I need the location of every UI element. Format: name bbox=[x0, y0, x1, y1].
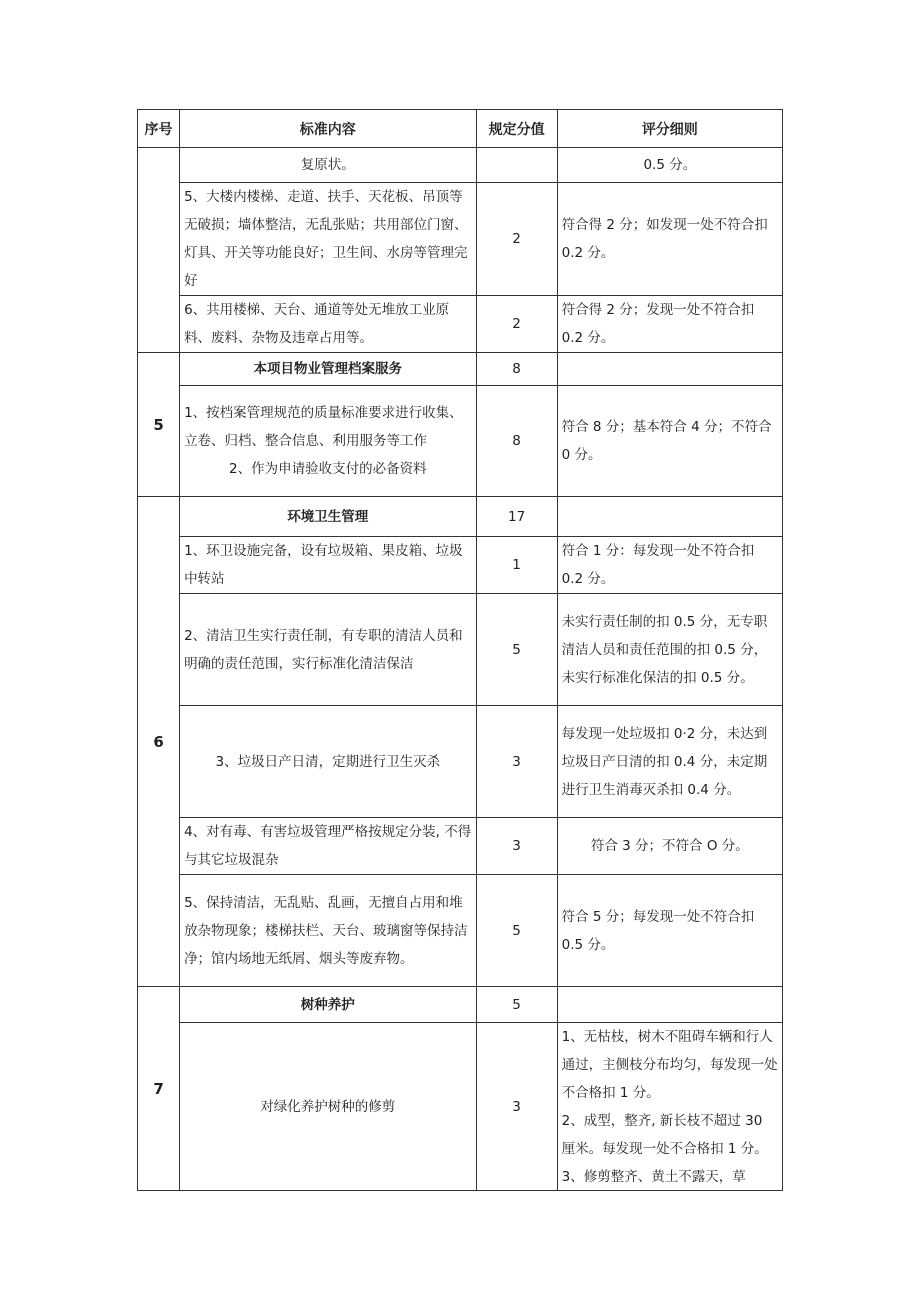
score-cell: 1 bbox=[476, 537, 557, 594]
score-cell: 8 bbox=[476, 386, 557, 497]
header-score: 规定分值 bbox=[476, 110, 557, 148]
standard-cell: 4、对有毒、有害垃圾管理严格按规定分装, 不得与其它垃圾混杂 bbox=[180, 818, 476, 875]
scoring-table bbox=[137, 109, 783, 1191]
rule-cell: 0.5 分。 bbox=[557, 148, 782, 183]
section-score: 5 bbox=[476, 987, 557, 1023]
rule-cell: 未实行责任制的扣 0.5 分，无专职清洁人员和责任范围的扣 0.5 分，未实行标准化保洁的扣 0.5 分。 bbox=[557, 594, 782, 706]
section-no: 7 bbox=[138, 987, 180, 1191]
table-row bbox=[138, 148, 783, 183]
rule-cell: 符合 5 分；每发现一处不符合扣 0.5 分。 bbox=[557, 875, 782, 987]
standard-cell: 3、垃圾日产日清，定期进行卫生灭杀 bbox=[180, 706, 476, 818]
standard-cell bbox=[180, 386, 476, 497]
table-row bbox=[138, 987, 783, 1023]
table-row bbox=[138, 353, 783, 386]
rule-cell: 符合得 2 分；如发现一处不符合扣 0.2 分。 bbox=[557, 183, 782, 296]
rule-item-3: 3、修剪整齐、黄土不露天，草 bbox=[561, 1169, 746, 1185]
score-cell: 3 bbox=[476, 818, 557, 875]
table-row bbox=[138, 183, 783, 296]
rule-item-2: 2、成型，整齐, 新长枝不超过 30 厘米。每发现一处不合格扣 1 分。 bbox=[561, 1113, 768, 1157]
table-row bbox=[138, 537, 783, 594]
rule-cell bbox=[557, 497, 782, 537]
standard-item-1: 1、按档案管理规范的质量标准要求进行收集、立卷、归档、整合信息、利用服务等工作 bbox=[184, 405, 463, 449]
rule-cell: 每发现一处垃圾扣 0·2 分，未达到垃圾日产日清的扣 0.4 分，未定期进行卫生消毒灭杀扣 0.4 分。 bbox=[557, 706, 782, 818]
score-cell: 5 bbox=[476, 875, 557, 987]
header-rule: 评分细则 bbox=[557, 110, 782, 148]
standard-cell: 1、环卫设施完备，设有垃圾箱、果皮箱、垃圾中转站 bbox=[180, 537, 476, 594]
section-no: 6 bbox=[138, 497, 180, 987]
table-row bbox=[138, 296, 783, 353]
standard-cell: 6、共用楼梯、天台、通道等处无堆放工业原料、废料、杂物及违章占用等。 bbox=[180, 296, 476, 353]
table-row bbox=[138, 875, 783, 987]
table-row bbox=[138, 818, 783, 875]
standard-cell: 5、保持清洁，无乱贴、乱画，无擅自占用和堆放杂物现象；楼梯扶栏、天台、玻璃窗等保持洁净；馆内场地无纸屑、烟头等废弃物。 bbox=[180, 875, 476, 987]
rule-cell: 符合得 2 分；发现一处不符合扣 0.2 分。 bbox=[557, 296, 782, 353]
section-score: 8 bbox=[476, 353, 557, 386]
rule-cell: 符合 3 分；不符合 O 分。 bbox=[557, 818, 782, 875]
standard-cell: 2、清洁卫生实行责任制，有专职的清洁人员和明确的责任范围，实行标准化清洁保洁 bbox=[180, 594, 476, 706]
rule-cell: 符合 1 分：每发现一处不符合扣 0.2 分。 bbox=[557, 537, 782, 594]
rule-item-1: 1、无枯枝，树木不阻碍车辆和行人通过，主侧枝分布均匀，每发现一处不合格扣 1 分。 bbox=[561, 1029, 778, 1101]
header-no: 序号 bbox=[138, 110, 180, 148]
score-cell: 3 bbox=[476, 706, 557, 818]
rule-cell: 符合 8 分；基本符合 4 分；不符合 0 分。 bbox=[557, 386, 782, 497]
score-cell: 2 bbox=[476, 183, 557, 296]
section-no-cell bbox=[138, 148, 180, 353]
table-header-row bbox=[138, 110, 783, 148]
section-no: 5 bbox=[138, 353, 180, 497]
score-cell: 2 bbox=[476, 296, 557, 353]
table-row bbox=[138, 1023, 783, 1191]
score-cell: 5 bbox=[476, 594, 557, 706]
rule-cell bbox=[557, 1023, 782, 1191]
table-row bbox=[138, 706, 783, 818]
table-row bbox=[138, 386, 783, 497]
table-row bbox=[138, 497, 783, 537]
score-cell bbox=[476, 148, 557, 183]
section-score: 17 bbox=[476, 497, 557, 537]
table-row bbox=[138, 594, 783, 706]
header-standard: 标准内容 bbox=[180, 110, 476, 148]
standard-item-2: 2、作为申请验收支付的必备资料 bbox=[228, 461, 427, 477]
rule-cell bbox=[557, 987, 782, 1023]
standard-cell: 复原状。 bbox=[180, 148, 476, 183]
score-cell: 3 bbox=[476, 1023, 557, 1191]
standard-cell: 对绿化养护树种的修剪 bbox=[180, 1023, 476, 1191]
rule-list bbox=[562, 1023, 778, 1189]
rule-cell bbox=[557, 353, 782, 386]
section-title: 本项目物业管理档案服务 bbox=[180, 353, 476, 386]
standard-cell: 5、大楼内楼梯、走道、扶手、天花板、吊顶等无破损；墙体整洁，无乱张贴；共用部位门窗、灯具、开关等功能良好；卫生间、水房等管理完好 bbox=[180, 183, 476, 296]
section-title: 树种养护 bbox=[180, 987, 476, 1023]
section-title: 环境卫生管理 bbox=[180, 497, 476, 537]
